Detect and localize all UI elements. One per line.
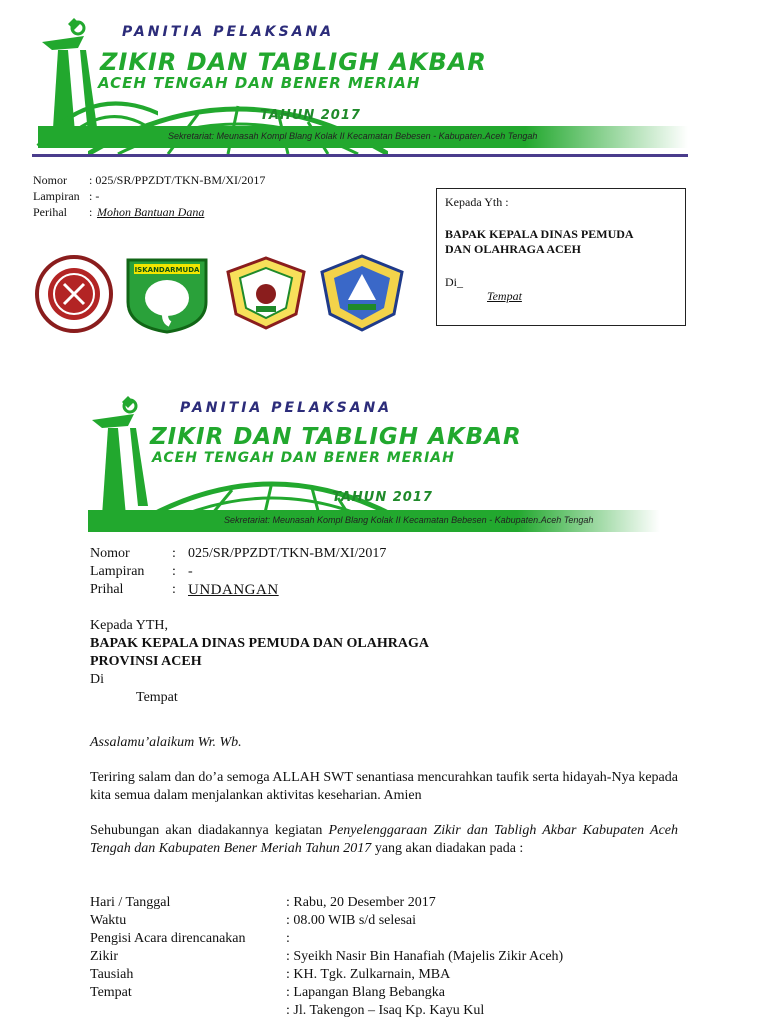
di-line: Di: [90, 672, 104, 687]
letter2-meta: [90, 545, 590, 599]
detail-value: : KH. Tgk. Zulkarnain, MBA: [286, 967, 451, 982]
detail-label: Pengisi Acara direncanakan: [90, 931, 246, 946]
lampiran-colon: :: [172, 564, 176, 579]
detail-value: : Jl. Takengon – Isaq Kp. Kayu Kul: [286, 1003, 485, 1018]
detail-value: :: [286, 931, 290, 946]
tempat-line: Tempat: [136, 690, 178, 705]
detail-label: Zikir: [90, 949, 118, 964]
letterhead-1: [28, 14, 690, 162]
nomor-label: Nomor: [33, 173, 67, 187]
detail-row: [90, 1002, 690, 1020]
kepada-line: Kepada YTH,: [90, 618, 169, 633]
prihal-label: Prihal: [90, 582, 124, 597]
detail-row: [90, 894, 690, 912]
detail-value: : Rabu, 20 Desember 2017: [286, 895, 436, 910]
event-year: TAHUN 2017: [260, 108, 361, 123]
address-tempat: Tempat: [487, 289, 522, 303]
secretariat-text: Sekretariat: Meunasah Kompl Blang Kolak II Kecamatan Bebesen - Kabupaten.Aceh Tengah: [168, 131, 538, 141]
lampiran-label: Lampiran: [33, 189, 80, 203]
detail-label: Tempat: [90, 985, 132, 1000]
detail-value: : Syeikh Nasir Bin Hanafiah (Majelis Zikir Aceh): [286, 949, 564, 964]
paragraph-1: Teriring salam dan do’a semoga ALLAH SWT senantiasa mencurahkan taufik serta hidayah-Nya kepada kita semua dalam menjalankan aktivitas keseharian. Amien: [90, 770, 678, 803]
lampiran-value: -: [188, 564, 193, 579]
event-year: TAHUN 2017: [332, 490, 433, 505]
detail-row: [90, 948, 690, 966]
detail-label: Tausiah: [90, 967, 134, 982]
detail-label: Hari / Tanggal: [90, 895, 171, 910]
detail-value: : Lapangan Blang Bebangka: [286, 985, 446, 1000]
recipient-line-1: BAPAK KEPALA DINAS PEMUDA DAN OLAHRAGA: [90, 636, 429, 651]
committee-label: PANITIA PELAKSANA: [122, 24, 335, 40]
committee-label: PANITIA PELAKSANA: [180, 400, 393, 416]
seal-icon: [34, 254, 114, 334]
paragraph-2-event: Penyelenggaraan Zikir dan Tabligh Akbar Kabupaten Aceh Tengah dan Kabupaten Bener Meriah Tahun 2017: [90, 823, 678, 856]
paragraph-2-lead: Sehubungan akan diadakannya kegiatan: [90, 823, 329, 838]
address-recipient-1: BAPAK KEPALA DINAS PEMUDA: [445, 227, 634, 241]
prihal-colon: :: [172, 582, 176, 597]
nomor-value: 025/SR/PPZDT/TKN-BM/XI/2017: [188, 546, 387, 561]
secretariat-text: Sekretariat: Meunasah Kompl Blang Kolak II Kecamatan Bebesen - Kabupaten.Aceh Tengah: [224, 515, 594, 525]
nomor-label: Nomor: [90, 546, 130, 561]
regency-shield-icon: [224, 254, 308, 330]
regency-emblem-icon: [318, 252, 406, 332]
detail-value: : 08.00 WIB s/d selesai: [286, 913, 417, 928]
paragraph-2: [90, 822, 678, 858]
elephant-shield-icon: [122, 256, 212, 334]
prihal-value: UNDANGAN: [188, 582, 279, 598]
event-region: ACEH TENGAH DAN BENER MERIAH: [98, 74, 421, 92]
recipient-line-2: PROVINSI ACEH: [90, 654, 202, 669]
perihal-label: Perihal: [33, 205, 67, 219]
recipient-block: [90, 617, 650, 707]
lampiran-label: Lampiran: [90, 564, 145, 579]
badge-label: ISKANDARMUDA: [134, 266, 200, 274]
detail-row: [90, 966, 690, 984]
address-box: [436, 188, 686, 326]
perihal-colon: :: [89, 205, 93, 219]
details-table: [90, 894, 690, 1020]
detail-label: Waktu: [90, 913, 127, 928]
address-recipient-2: DAN OLAHRAGA ACEH: [445, 242, 582, 256]
detail-row: [90, 930, 690, 948]
nomor-value: : 025/SR/PPZDT/TKN-BM/XI/2017: [89, 173, 266, 187]
nomor-colon: :: [172, 546, 176, 561]
detail-row: [90, 912, 690, 930]
salam: Assalamu’alaikum Wr. Wb.: [90, 735, 242, 750]
address-di: Di_: [445, 275, 463, 289]
detail-label: [90, 1002, 286, 1020]
letter1-meta: [33, 172, 413, 220]
lampiran-value: : -: [89, 189, 100, 203]
address-greeting: Kepada Yth :: [445, 195, 509, 209]
letterhead-2: [82, 392, 662, 534]
paragraph-2-tail: yang akan diadakan pada :: [371, 841, 524, 856]
event-title: ZIKIR DAN TABLIGH AKBAR: [150, 424, 522, 450]
letterhead-divider: [32, 154, 688, 157]
event-title: ZIKIR DAN TABLIGH AKBAR: [100, 48, 487, 76]
detail-row: [90, 984, 690, 1002]
event-region: ACEH TENGAH DAN BENER MERIAH: [152, 450, 455, 466]
perihal-value: Mohon Bantuan Dana: [97, 205, 205, 219]
